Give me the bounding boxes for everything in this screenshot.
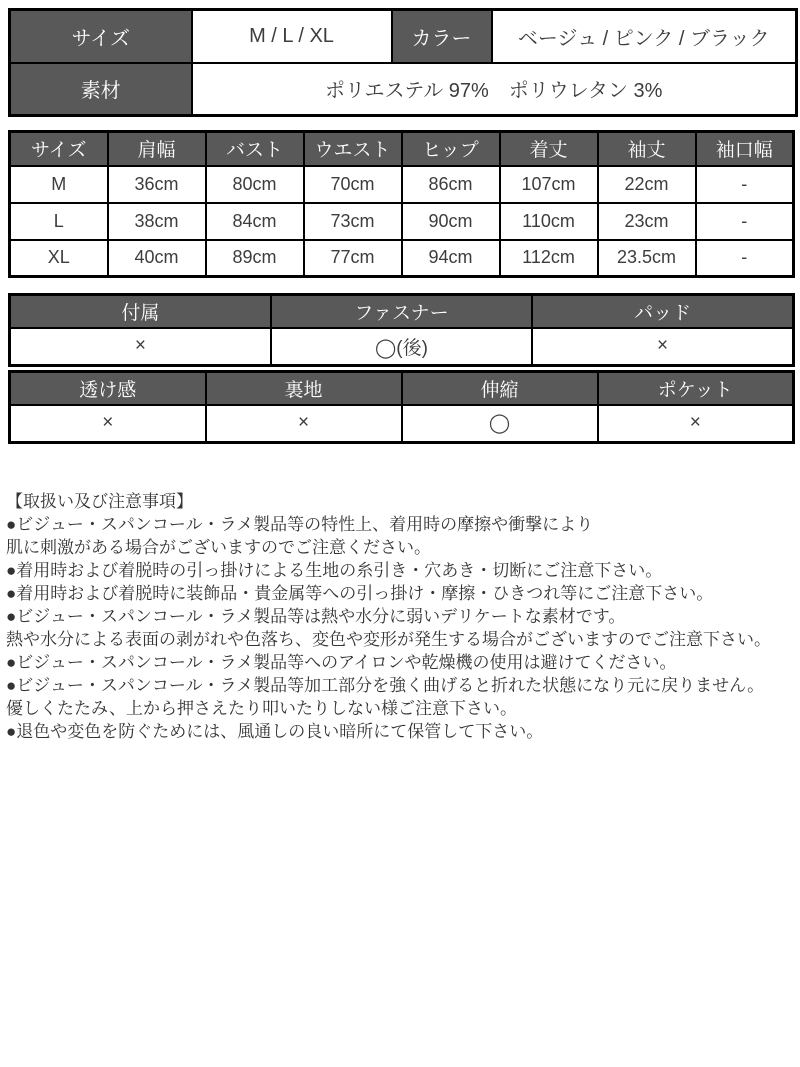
col-header-stretch: 伸縮	[402, 372, 598, 405]
material-value-cell: ポリエステル 97% ポリウレタン 3%	[192, 63, 797, 116]
cell: 22cm	[598, 166, 696, 203]
care-note-line: ●ビジュー・スパンコール・ラメ製品等へのアイロンや乾燥機の使用は避けてください。	[6, 653, 677, 672]
cell: 94cm	[402, 240, 500, 277]
cell: -	[696, 203, 794, 240]
cell: M	[10, 166, 108, 203]
cell: 107cm	[500, 166, 598, 203]
cell: 77cm	[304, 240, 402, 277]
col-header-pad: パッド	[532, 295, 793, 328]
col-header-hip: ヒップ	[402, 132, 500, 166]
cell: 86cm	[402, 166, 500, 203]
measurement-row-l	[10, 203, 794, 240]
cell: 36cm	[108, 166, 206, 203]
cell: -	[696, 166, 794, 203]
care-note-line: 肌に刺激がある場合がございますのでご注意ください。	[6, 538, 431, 557]
col-header-shoulder: 肩幅	[108, 132, 206, 166]
cell: XL	[10, 240, 108, 277]
col-header-lining: 裏地	[206, 372, 402, 405]
color-value-cell: ベージュ / ピンク / ブラック	[492, 10, 797, 63]
cell: 73cm	[304, 203, 402, 240]
color-label-cell: カラー	[392, 10, 492, 63]
care-note-line: 熱や水分による表面の剥がれや色落ち、変色や変形が発生する場合がございますのでご注意下さい。	[6, 630, 771, 649]
features-table-2	[8, 370, 795, 444]
col-header-length: 着丈	[500, 132, 598, 166]
care-note-line: ●着用時および着脱時に装飾品・貴金属等への引っ掛け・摩擦・ひきつれ等にご注意下さい。	[6, 584, 714, 603]
care-note-line: ●ビジュー・スパンコール・ラメ製品等加工部分を強く曲げると折れた状態になり元に戻りません。	[6, 676, 765, 695]
col-header-accessory: 付属	[10, 295, 271, 328]
cell: 80cm	[206, 166, 304, 203]
col-header-cuff: 袖口幅	[696, 132, 794, 166]
size-label-cell: サイズ	[10, 10, 192, 63]
col-header-fastener: ファスナー	[271, 295, 532, 328]
care-note-line: 優しくたたみ、上から押さえたり叩いたりしない様ご注意下さい。	[6, 699, 518, 718]
stretch-value: ◯	[402, 405, 598, 443]
cell: 23cm	[598, 203, 696, 240]
features-1-header-row	[10, 295, 794, 328]
cell: 112cm	[500, 240, 598, 277]
lining-value: ×	[206, 405, 402, 443]
care-note-line: ●退色や変色を防ぐためには、風通しの良い暗所にて保管して下さい。	[6, 722, 544, 741]
cell: 70cm	[304, 166, 402, 203]
care-notes	[6, 490, 795, 743]
features-1-value-row	[10, 328, 794, 366]
cell: 90cm	[402, 203, 500, 240]
care-note-line: ●ビジュー・スパンコール・ラメ製品等は熱や水分に弱いデリケートな素材です。	[6, 607, 626, 626]
features-2-header-row	[10, 372, 794, 405]
cell: 40cm	[108, 240, 206, 277]
size-value-cell: M / L / XL	[192, 10, 392, 63]
cell: 38cm	[108, 203, 206, 240]
col-header-waist: ウエスト	[304, 132, 402, 166]
features-2-value-row	[10, 405, 794, 443]
material-row	[10, 63, 797, 116]
sheer-value: ×	[10, 405, 206, 443]
measurement-row-m	[10, 166, 794, 203]
pocket-value: ×	[598, 405, 794, 443]
cell: L	[10, 203, 108, 240]
cell: 23.5cm	[598, 240, 696, 277]
material-label-cell: 素材	[10, 63, 192, 116]
cell: 89cm	[206, 240, 304, 277]
size-color-row	[10, 10, 797, 63]
size-color-material-table	[8, 8, 798, 117]
cell: 84cm	[206, 203, 304, 240]
care-notes-title: 【取扱い及び注意事項】	[6, 492, 193, 511]
cell: 110cm	[500, 203, 598, 240]
care-note-line: ●着用時および着脱時の引っ掛けによる生地の糸引き・穴あき・切断にご注意下さい。	[6, 561, 663, 580]
col-header-sheer: 透け感	[10, 372, 206, 405]
cell: -	[696, 240, 794, 277]
col-header-size: サイズ	[10, 132, 108, 166]
col-header-bust: バスト	[206, 132, 304, 166]
features-table-1	[8, 293, 795, 367]
care-note-line: ●ビジュー・スパンコール・ラメ製品等の特性上、着用時の摩擦や衝撃により	[6, 515, 594, 534]
fastener-value: ◯(後)	[271, 328, 532, 366]
measurement-header-row	[10, 132, 794, 166]
measurement-table	[8, 130, 795, 278]
col-header-sleeve: 袖丈	[598, 132, 696, 166]
pad-value: ×	[532, 328, 793, 366]
accessory-value: ×	[10, 328, 271, 366]
measurement-row-xl	[10, 240, 794, 277]
col-header-pocket: ポケット	[598, 372, 794, 405]
